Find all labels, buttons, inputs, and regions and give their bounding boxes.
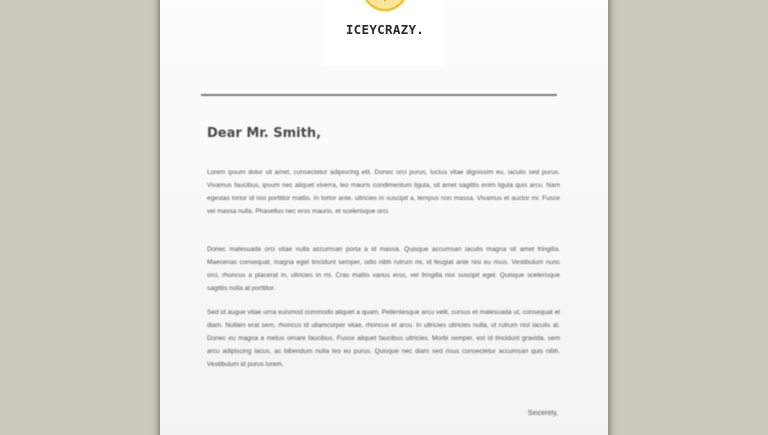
body-paragraph-1: Lorem ipsum dolor sit amet, consectetur adipiscing elit. Donec orci purus, luctus vitae dignissim eu, iaculis sed purus. Vivamus faucibus, ipsum nec aliquet viverra, leo mauris condimentum ligula, sit amet sagittis enim ligula quis arcu. Nam egestas tortor id nisi porttitor mattis. In tortor ante, ultricies in suscipit a, tempus non massa. Vivamus et auctor mi. Fusce vel massa nulla. Phasellus nec eros mauris, et scelerisque orci.	[207, 169, 560, 215]
letter-sheet	[160, 0, 608, 435]
header-divider	[201, 94, 557, 96]
brand-name: ICEYCRAZY.	[345, 22, 425, 37]
closing-line: Sincerely,	[527, 410, 558, 417]
salutation: Dear Mr. Smith,	[207, 126, 322, 141]
body-paragraph-3: Sed id augue vitae urna euismod commodo aliquet a quam. Pellentesque arcu velit, cursus et malesuada ut, consequat et diam. Nullam erat sem, rhoncus id ullamcorper vitae, rhoncus et arcu. In ultricies ultricies nulla, ut rutrum nisl iaculis at. Donec eu magna a metus ornare faucibus. Fusce aliquet faucibus ultricies. Morbi semper, est id tincidunt gravida, sem arcu adipiscing lacus, ac bibendum nulla leo eu purus. Quisque nec diam sed risus consectetur accumsan quis nibh. Vestibulum id purus lorem.	[207, 309, 560, 368]
ice-cream-icon	[355, 0, 415, 22]
body-paragraph-2: Donec malesuada orci vitae nulla accumsan porta a id massa. Quisque accumsan iaculis magna sit amet fringilla. Maecenas consequat, magna eget tincidunt semper, odio nibh rutrum mi, id feugiat ante nisi eu risus. Vestibulum nunc orci, rhoncus a placerat in, ultricies in mi. Cras mattis varius eros, vel fringilla nisi suscipit eget. Quisque scelerisque sagittis nulla at porttitor.	[207, 246, 560, 292]
logo-block	[324, 0, 446, 66]
